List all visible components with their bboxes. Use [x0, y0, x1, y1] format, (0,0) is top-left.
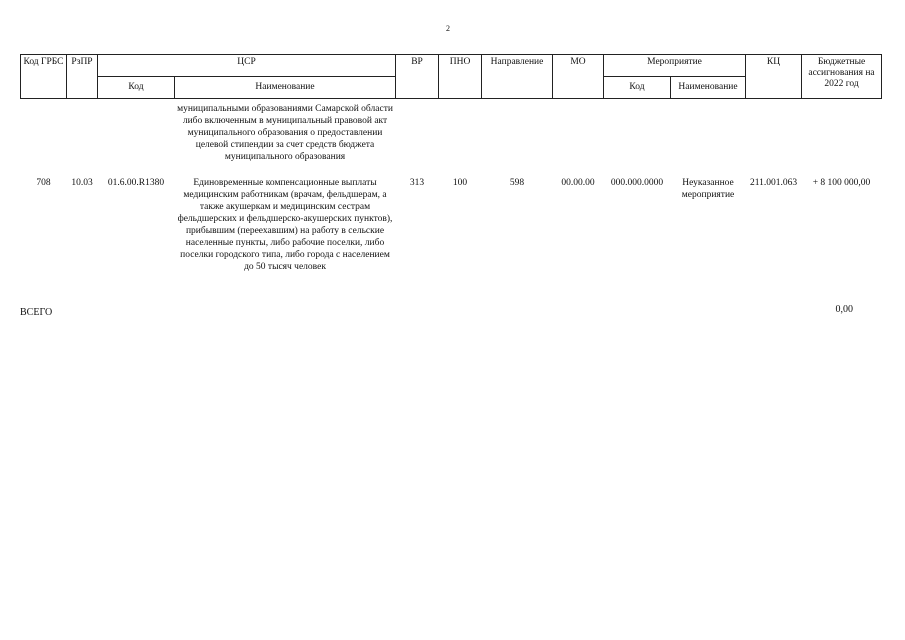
cell-event-name: Неуказанное мероприятие [681, 178, 735, 200]
header-direction: Направление [482, 55, 553, 99]
total-value: 0,00 [835, 304, 853, 315]
header-csr-code: Код [98, 77, 175, 99]
cell-direction: 598 [509, 178, 525, 188]
header-grbs: Код ГРБС [21, 55, 67, 99]
cell-kc: 211.001.063 [749, 178, 798, 188]
header-kc: КЦ [746, 55, 802, 99]
cell-csr-code: 01.6.00.R1380 [107, 178, 165, 188]
header-pno: ПНО [439, 55, 482, 99]
header-vr: ВР [396, 55, 439, 99]
total-label: ВСЕГО [20, 307, 53, 318]
cell-budget: + 8 100 000,00 [812, 178, 871, 188]
budget-table [20, 54, 882, 275]
cell-csr-name: Единовременные компенсационные выплаты медицинским работникам (врачам, фельдшерам, а также акушеркам и медицинским сестрам фельдшерских и фельдшерско-акушерских пунктов), прибывшим (переехавшим) на работу в сельские населенные пункты, либо рабочие поселки, либо поселки городского типа, либо города с населением до 50 тысяч человек [177, 178, 393, 272]
header-csr: ЦСР [98, 55, 396, 77]
header-csr-name: Наименование [175, 77, 396, 99]
header-event-code: Код [604, 77, 671, 99]
cell-pno: 100 [452, 178, 468, 188]
table-header [21, 55, 882, 99]
cell-grbs: 708 [36, 178, 51, 188]
cell-vr: 313 [409, 178, 425, 188]
cell-event-code: 000.000.0000 [610, 178, 664, 188]
header-budget: Бюджетные ассигнования на 2022 год [802, 55, 882, 99]
cell-mo: 00.00.00 [561, 178, 595, 188]
header-rzpr: РзПР [67, 55, 98, 99]
cell-rzpr: 10.03 [71, 178, 93, 188]
page-number: 2 [446, 24, 450, 33]
table-row [21, 175, 882, 275]
header-event: Мероприятие [604, 55, 746, 77]
table-row-continued [21, 99, 882, 176]
continued-name: муниципальными образованиями Самарской области либо включенным в муниципальный правовой акт муниципального образования о предоставлении целевой стипендии за счет средств бюджета муниципального образования [177, 104, 393, 162]
header-mo: МО [553, 55, 604, 99]
header-event-name: Наименование [671, 77, 746, 99]
